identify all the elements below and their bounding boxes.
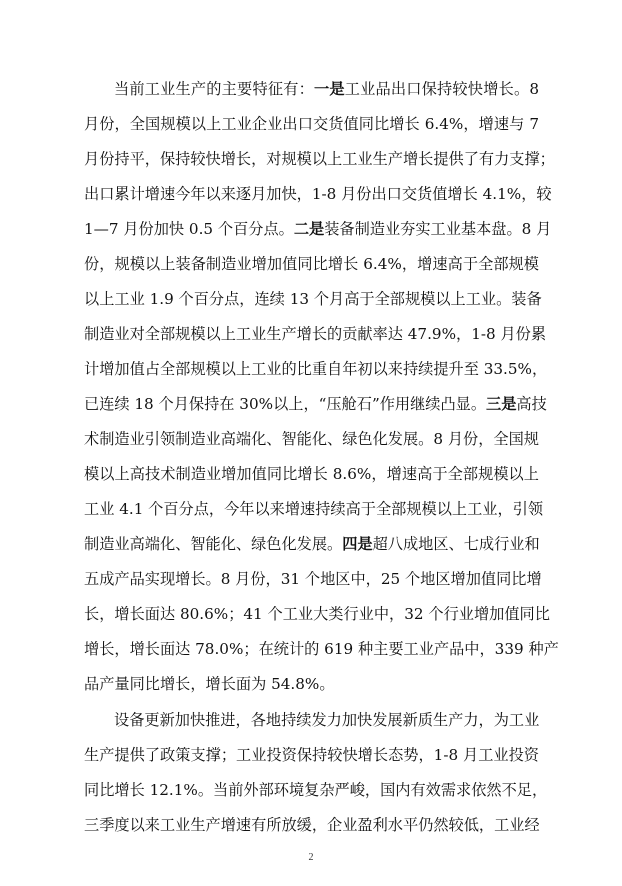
- emphasis-label: 一是: [313, 80, 345, 98]
- text-line: 当前工业生产的主要特征有：一是工业品出口保持较快增长。8: [114, 80, 540, 98]
- text-line: 工业 4.1 个百分点，今年以来增速持续高于全部规模以上工业，引领: [84, 500, 544, 518]
- text-line: 已连续 18 个月保持在 30%以上，“压舱石”作用继续凸显。三是高技: [84, 395, 547, 413]
- text-line: 月份持平，保持较快增长，对规模以上工业生产增长提供了有力支撑；: [84, 150, 555, 168]
- text-line: 三季度以来工业生产增速有所放缓，企业盈利水平仍然较低，工业经: [84, 816, 540, 834]
- text-line: 制造业对全部规模以上工业生产增长的贡献率达 47.9%，1-8 月份累: [84, 325, 547, 343]
- text-line: 设备更新加快推进，各地持续发力加快发展新质生产力，为工业: [114, 711, 540, 729]
- text-line: 月份，全国规模以上工业企业出口交货值同比增长 6.4%，增速与 7: [84, 115, 539, 133]
- text-line: 五成产品实现增长。8 月份，31 个地区中，25 个地区增加值同比增: [84, 570, 542, 588]
- text-line: 长，增长面达 80.6%；41 个工业大类行业中，32 个行业增加值同比: [84, 605, 550, 623]
- text-line: 模以上高技术制造业增加值同比增长 8.6%，增速高于全部规模以上: [84, 465, 539, 483]
- text-line: 制造业高端化、智能化、绿色化发展。四是超八成地区、七成行业和: [84, 535, 540, 553]
- emphasis-label: 四是: [342, 535, 373, 553]
- text-line: 术制造业引领制造业高端化、智能化、绿色化发展。8 月份，全国规: [84, 430, 539, 448]
- text-line: 计增加值占全部规模以上工业的比重自年初以来持续提升至 33.5%，: [84, 360, 548, 378]
- text-line: 生产提供了政策支撑；工业投资保持较快增长态势，1-8 月工业投资: [84, 746, 539, 764]
- page-number: 2: [308, 852, 314, 863]
- text-line: 份，规模以上装备制造业增加值同比增长 6.4%，增速高于全部规模: [84, 255, 539, 273]
- emphasis-label: 三是: [486, 395, 517, 413]
- text-line: 品产量同比增长，增长面为 54.8%。: [84, 675, 335, 693]
- text-line: 增长，增长面达 78.0%；在统计的 619 种主要工业产品中，339 种产: [84, 640, 559, 658]
- text-line: 1—7 月份加快 0.5 个百分点。二是装备制造业夯实工业基本盘。8 月: [84, 220, 552, 238]
- emphasis-label: 二是: [293, 220, 325, 238]
- text-line: 同比增长 12.1%。当前外部环境复杂严峻，国内有效需求依然不足，: [84, 781, 548, 799]
- text-line: 出口累计增速今年以来逐月加快，1-8 月份出口交货值增长 4.1%，较: [84, 185, 552, 203]
- text-line: 以上工业 1.9 个百分点，连续 13 个月高于全部规模以上工业。装备: [84, 290, 542, 308]
